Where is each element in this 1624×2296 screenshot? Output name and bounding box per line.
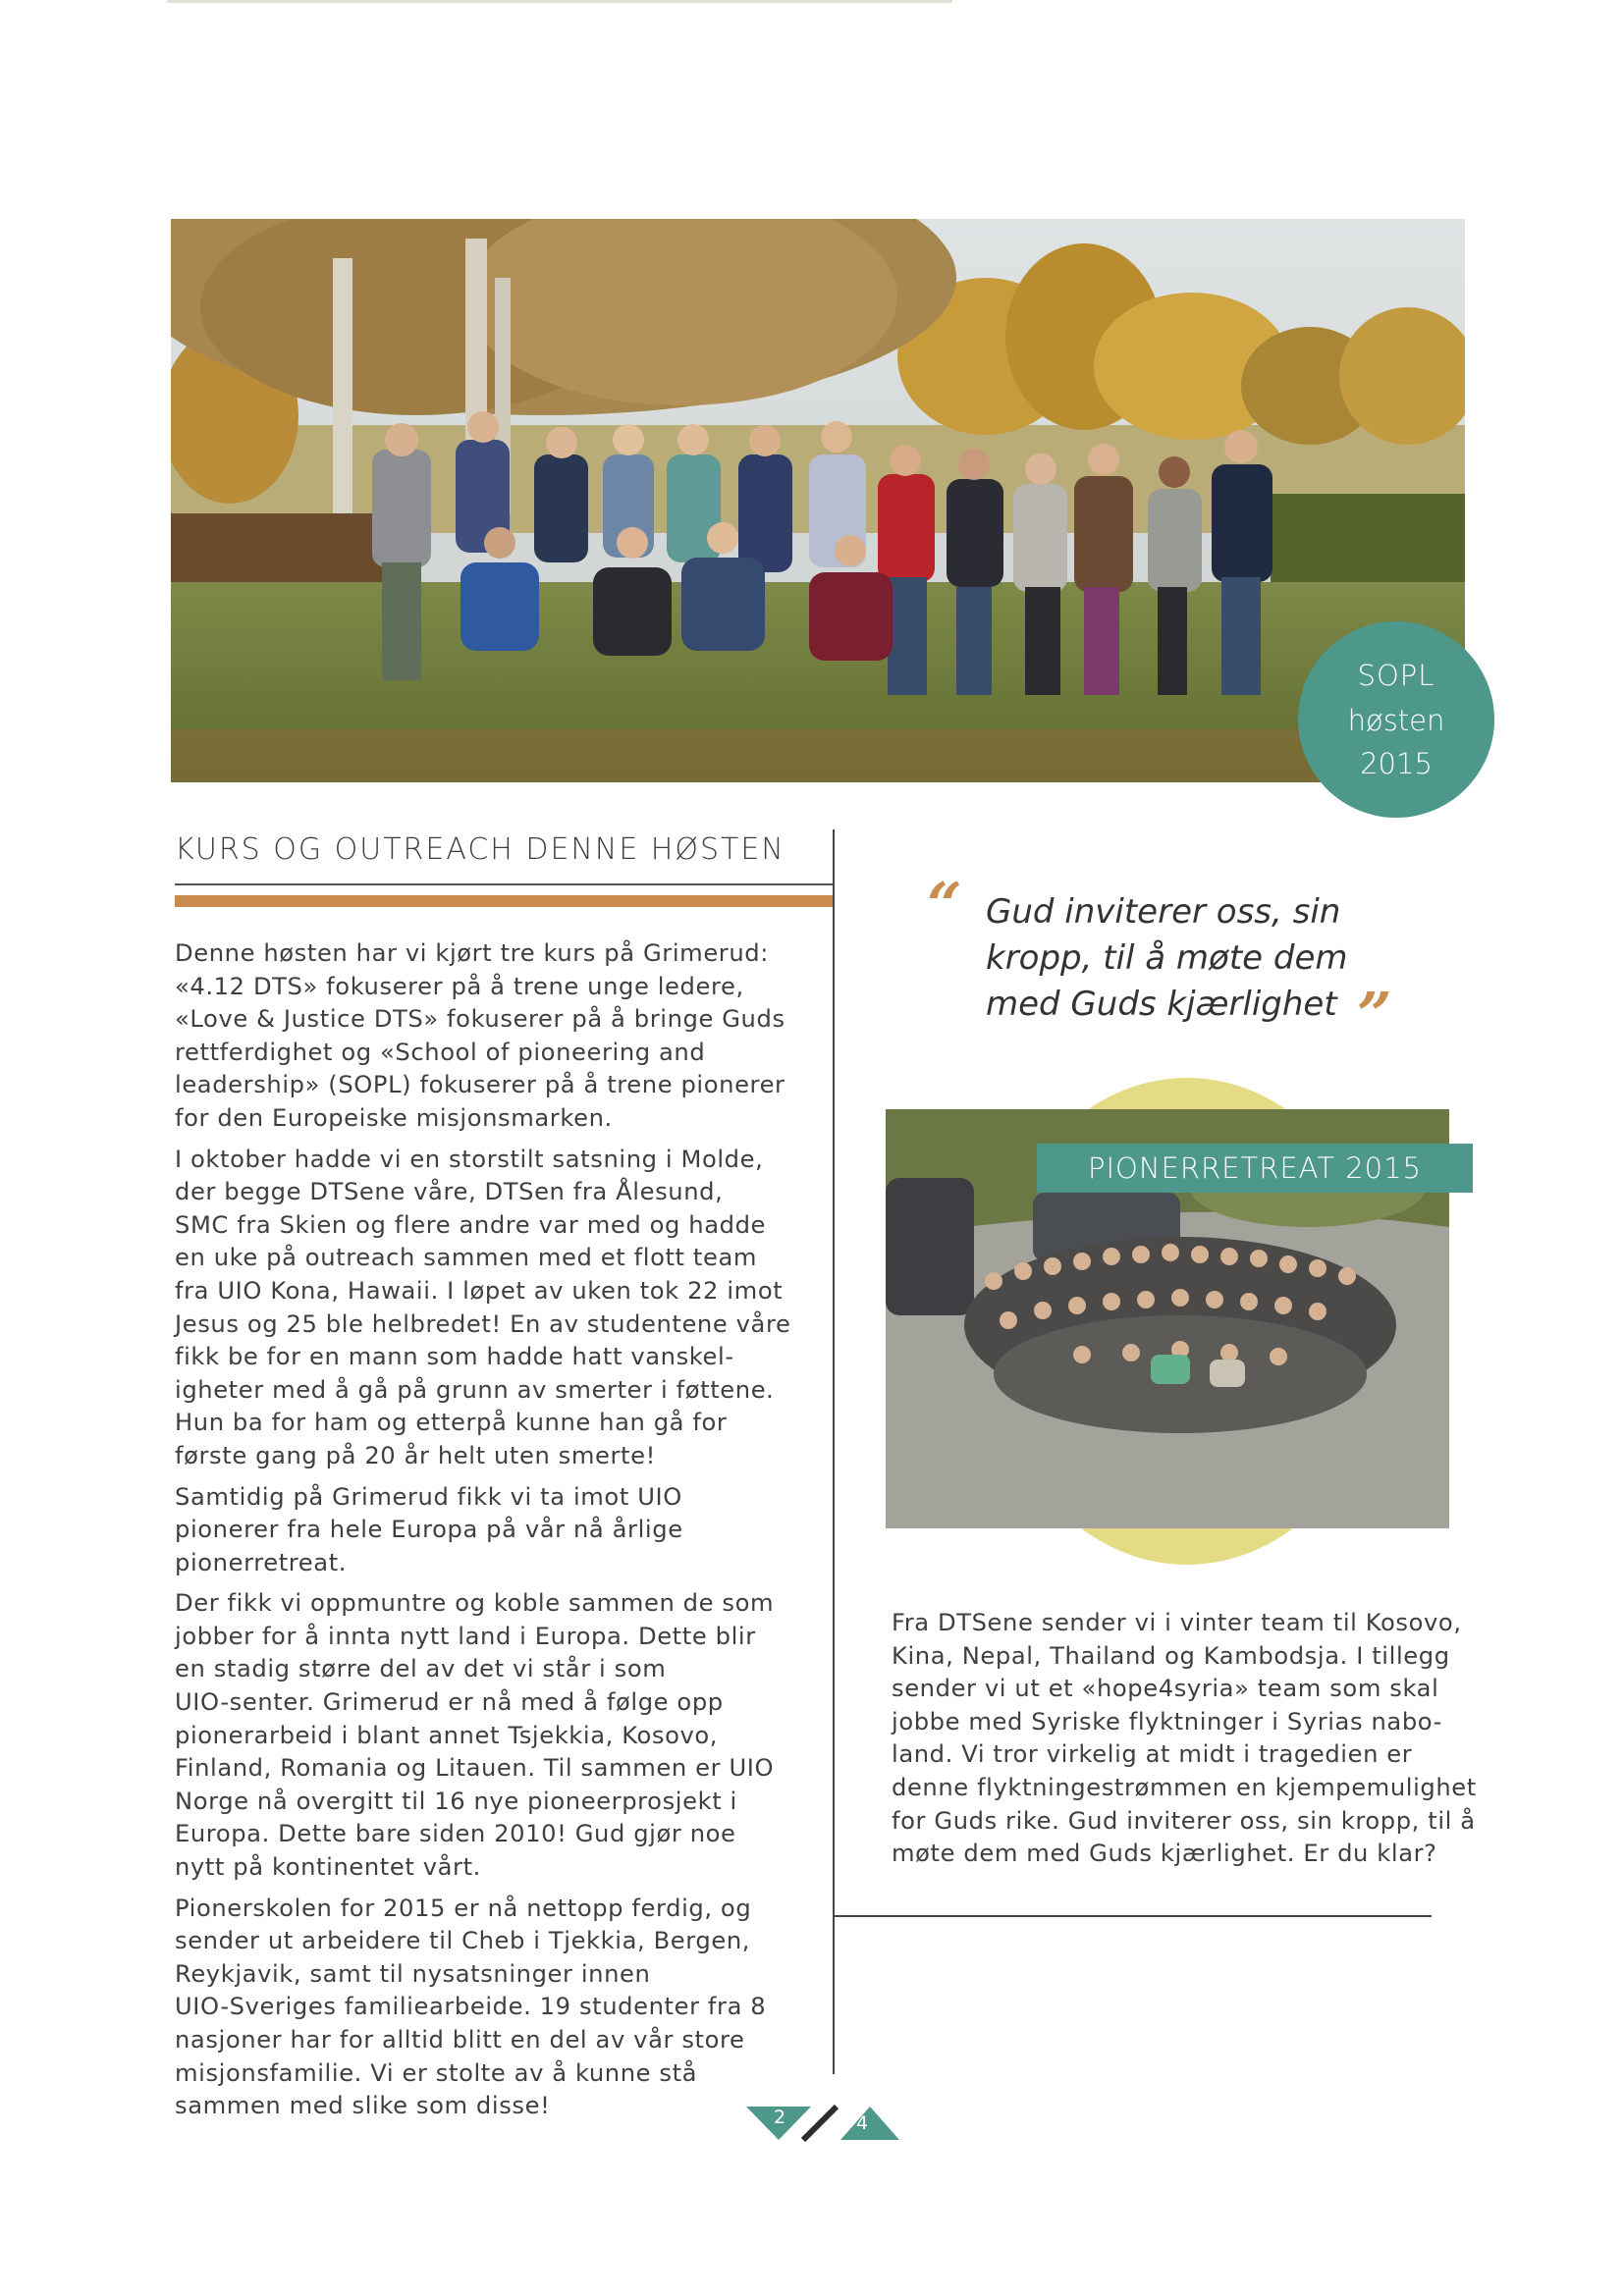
article-line: Pionerskolen for 2015 er nå nettopp ferdig, og: [175, 1894, 752, 1922]
article-paragraph: [175, 1893, 784, 2123]
right-text-line: sender vi ut et «hope4syria» team som skal: [892, 1675, 1439, 1703]
page-slash-divider: [803, 2107, 837, 2140]
article-line: UIO-senter. Grimerud er nå med å følge opp: [175, 1688, 724, 1717]
article-line: sammen med slike som disse!: [175, 2092, 551, 2120]
page-nav-shapes: [746, 2101, 903, 2144]
article-line: fikk be for en mann som hadde hatt vanskel-: [175, 1343, 734, 1371]
article-line: nasjoner har for alltid blitt en del av vår store: [175, 2026, 745, 2054]
article-paragraph: [175, 1481, 784, 1580]
title-rule: [175, 883, 833, 885]
hero-photo-illustration: [171, 219, 1465, 782]
article-line: sender ut arbeidere til Cheb i Tjekkia, Bergen,: [175, 1927, 751, 1955]
article-line: der begge DTSene våre, DTSen fra Ålesund,: [175, 1178, 724, 1206]
column-divider: [833, 829, 835, 2074]
right-text-line: denne flyktningestrømmen en kjempemulighet: [892, 1773, 1477, 1801]
article-line: pionerarbeid i blant annet Tsjekkia, Kosovo,: [175, 1721, 719, 1749]
sopl-badge: [1298, 621, 1494, 818]
article-line: rettferdighet og «School of pioneering and: [175, 1038, 706, 1066]
article-paragraph: [175, 937, 784, 1136]
quote-open-mark: “: [927, 869, 962, 940]
right-text-line: møte dem med Guds kjærlighet. Er du klar?: [892, 1840, 1437, 1868]
top-strip: [167, 0, 952, 3]
quote-close-mark: ”: [1357, 979, 1392, 1050]
page-navigation: [746, 2101, 903, 2144]
badge-line-3: 2015: [1360, 747, 1433, 780]
prev-page-number[interactable]: 2: [774, 2107, 786, 2128]
article-line: leadership» (SOPL) fokuserer på å trene pionerer: [175, 1071, 785, 1099]
pull-quote-line: kropp, til å møte dem: [986, 938, 1348, 978]
article-line: «Love & Justice DTS» fokuserer på å bringe Guds: [175, 1005, 785, 1034]
next-page-number[interactable]: 4: [856, 2112, 869, 2134]
pull-quote-line: med Guds kjærlighet: [986, 985, 1337, 1024]
article-line: Samtidig på Grimerud fikk vi ta imot UIO: [175, 1482, 682, 1511]
article-line: en uke på outreach sammen med et flott team: [175, 1244, 758, 1272]
article-line: første gang på 20 år helt uten smerte!: [175, 1441, 656, 1469]
article-line: Norge nå overgitt til 16 nye pioneerprosjekt i: [175, 1787, 737, 1815]
right-text-line: jobbe med Syriske flyktninger i Syrias nabo-: [892, 1707, 1442, 1735]
article-line: Denne høsten har vi kjørt tre kurs på Grimerud:: [175, 939, 769, 967]
article-line: Europa. Dette bare siden 2010! Gud gjør noe: [175, 1820, 736, 1848]
article-line: jobber for å innta nytt land i Europa. Dette blir: [175, 1622, 756, 1650]
article-paragraph: [175, 1587, 784, 1884]
pull-quote: [986, 889, 1359, 1028]
article-line: igheter med å gå på grunn av smerter i føttene.: [175, 1375, 775, 1404]
article-line: misjonsfamilie. Vi er stolte av å kunne stå: [175, 2058, 698, 2087]
badge-line-1: SOPL: [1357, 659, 1435, 692]
article-line: for den Europeiske misjonsmarken.: [175, 1103, 613, 1132]
retreat-label: PIONERRETREAT 2015: [1037, 1144, 1473, 1193]
right-text-line: Kina, Nepal, Thailand og Kambodsja. I tillegg: [892, 1641, 1450, 1670]
right-text-line: land. Vi tror virkelig at midt i tragedien er: [892, 1740, 1413, 1769]
article-line: fra UIO Kona, Hawaii. I løpet av uken tok 22 imot: [175, 1276, 784, 1305]
article-line: Hun ba for ham og etterpå kunne han gå for: [175, 1409, 728, 1437]
article-line: «4.12 DTS» fokuserer på å trene unge ledere,: [175, 972, 744, 1000]
section-title: KURS OG OUTREACH DENNE HØSTEN: [175, 832, 785, 867]
article-line: Der fikk vi oppmuntre og koble sammen de som: [175, 1589, 775, 1618]
article-paragraph: [175, 1144, 791, 1473]
article-line: Reykjavik, samt til nysatsninger innen: [175, 1959, 651, 1988]
right-column-rule: [833, 1915, 1432, 1917]
article-line: Jesus og 25 ble helbredet! En av studentene våre: [175, 1309, 791, 1338]
badge-line-2: høsten: [1347, 704, 1445, 737]
article-line: en stadig større del av det vi står i som: [175, 1655, 667, 1683]
hero-photo: [171, 219, 1465, 782]
article-body: [175, 937, 791, 2131]
right-body-text: [892, 1607, 1477, 1871]
pull-quote-line: Gud inviterer oss, sin: [986, 892, 1341, 932]
next-page-triangle[interactable]: [840, 2107, 899, 2140]
article-line: pionerer fra hele Europa på vår nå årlige: [175, 1516, 683, 1544]
article-line: UIO-Sveriges familiearbeide. 19 studenter fra 8: [175, 1993, 767, 2021]
article-line: SMC fra Skien og flere andre var med og hadde: [175, 1210, 767, 1239]
right-text-line: Fra DTSene sender vi i vinter team til Kosovo,: [892, 1609, 1462, 1636]
article-line: I oktober hadde vi en storstilt satsning i Molde,: [175, 1145, 764, 1173]
article-line: nytt på kontinentet vårt.: [175, 1853, 481, 1882]
right-text-line: for Guds rike. Gud inviterer oss, sin kropp, til å: [892, 1806, 1476, 1835]
article-line: Finland, Romania og Litauen. Til sammen er UIO: [175, 1754, 775, 1783]
title-accent-bar: [175, 895, 833, 907]
article-line: pionerretreat.: [175, 1548, 348, 1576]
